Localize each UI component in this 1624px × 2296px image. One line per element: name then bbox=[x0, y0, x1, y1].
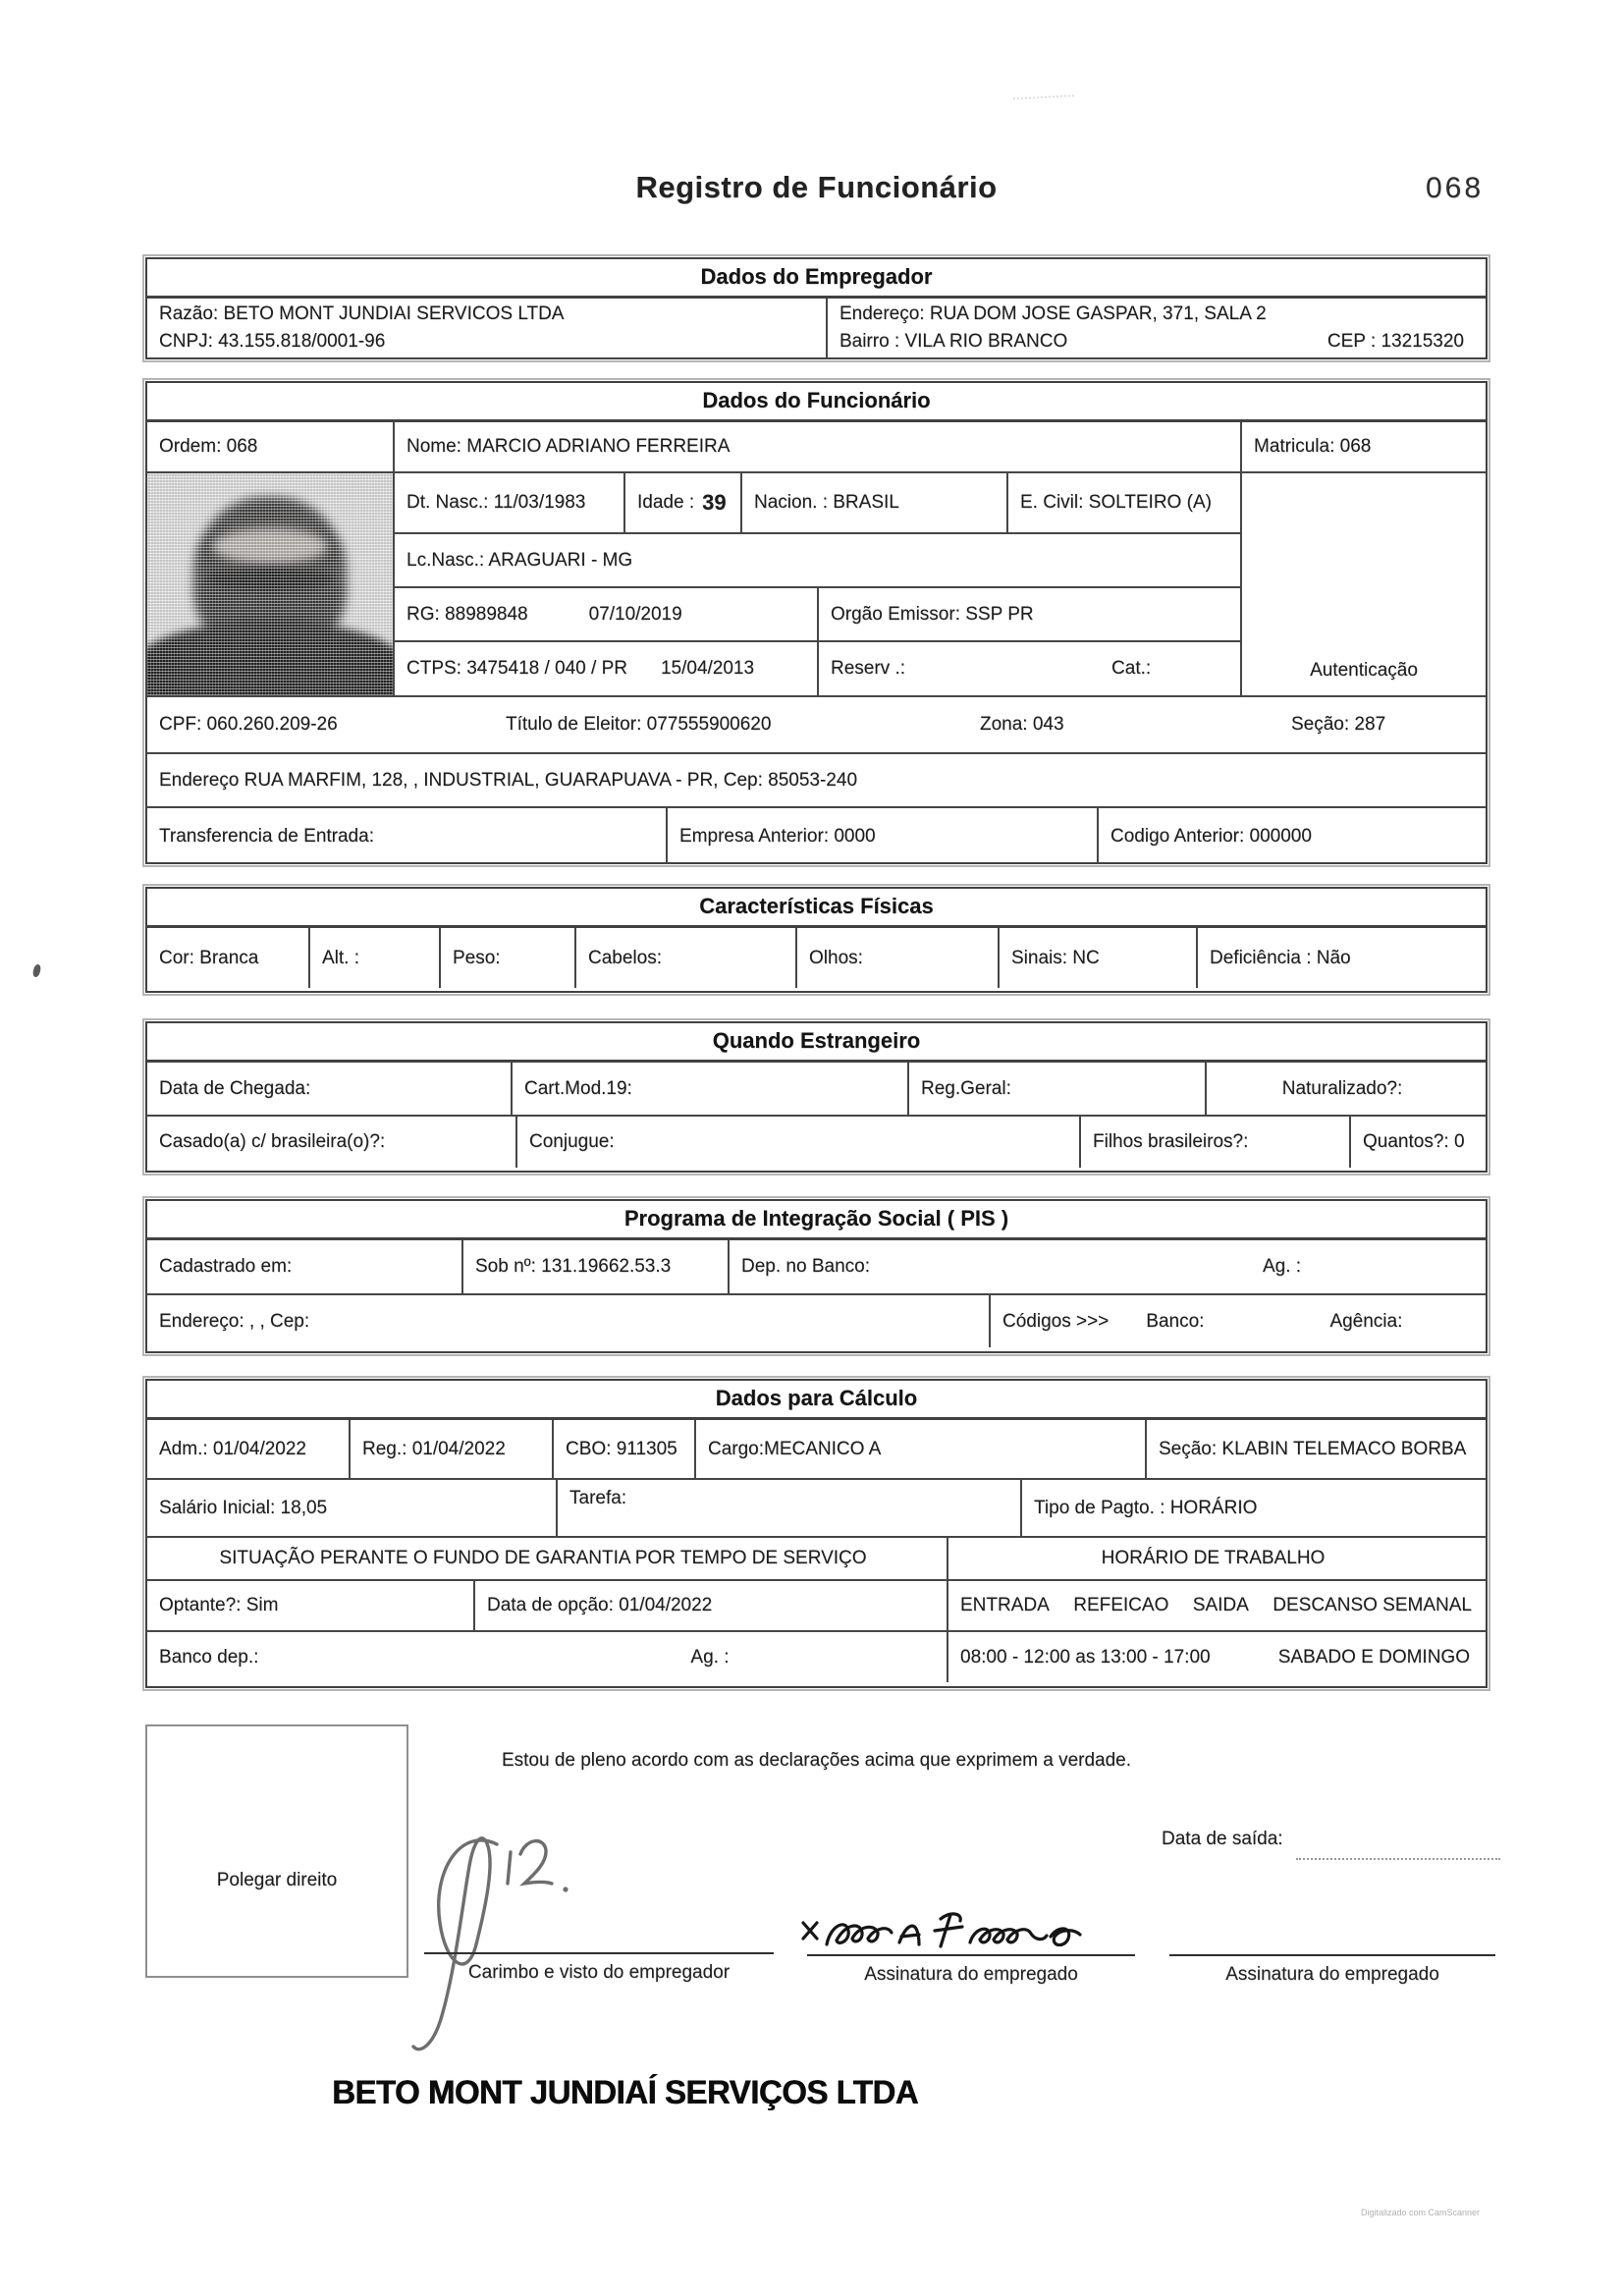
company-stamp: BETO MONT JUNDIAÍ SERVIÇOS LTDA bbox=[332, 2074, 918, 2111]
col-saida: SAIDA bbox=[1192, 1595, 1249, 1615]
rg-number: RG: 88989848 bbox=[406, 603, 528, 625]
field-adm: Adm.: 01/04/2022 bbox=[147, 1420, 351, 1478]
field-cpf: CPF: 060.260.209-26 bbox=[159, 714, 338, 735]
field-reserv-cat bbox=[819, 642, 1242, 697]
employer-razao: Razão: BETO MONT JUNDIAI SERVICOS LTDA bbox=[159, 303, 565, 324]
idade-label: Idade : bbox=[637, 492, 695, 513]
section-quando-estrangeiro bbox=[145, 1021, 1488, 1173]
section-dados-empregador bbox=[145, 257, 1488, 359]
reserv-label: Reserv .: bbox=[831, 658, 906, 679]
employer-right-cell bbox=[828, 299, 1486, 358]
field-lc-nasc: Lc.Nasc.: ARAGUARI - MG bbox=[395, 534, 1242, 588]
field-conjugue: Conjugue: bbox=[517, 1117, 1081, 1168]
employer-bairro: Bairro : VILA RIO BRANCO bbox=[839, 331, 1068, 352]
field-pis-endereco: Endereço: , , Cep: bbox=[147, 1295, 991, 1347]
banco-dep-label: Banco dep.: bbox=[159, 1646, 259, 1667]
field-filhos: Filhos brasileiros?: bbox=[1081, 1117, 1351, 1168]
section-caracteristicas-fisicas bbox=[145, 887, 1488, 993]
field-tarefa: Tarefa: bbox=[558, 1480, 1022, 1536]
employer-cep: CEP : 13215320 bbox=[1326, 331, 1464, 352]
employer-signature bbox=[401, 1825, 607, 2060]
section-dados-funcionario bbox=[145, 381, 1488, 864]
field-cor: Cor: Branca bbox=[147, 928, 310, 988]
field-reg-geral: Reg.Geral: bbox=[909, 1063, 1207, 1115]
data-saida-label: Data de saída: bbox=[1162, 1829, 1283, 1849]
field-endereco-funcionario: Endereço RUA MARFIM, 128, , INDUSTRIAL, GUARAPUAVA - PR, Cep: 85053-240 bbox=[147, 754, 1486, 808]
page-title: Registro de Funcionário bbox=[635, 170, 998, 204]
field-data-opcao: Data de opção: 01/04/2022 bbox=[475, 1581, 948, 1630]
field-nome: Nome: MARCIO ADRIANO FERREIRA bbox=[395, 422, 1242, 473]
fingerprint-label: Polegar direito bbox=[216, 1870, 338, 1890]
field-orgao-emissor: Orgão Emissor: SSP PR bbox=[819, 588, 1242, 642]
col-entrada: ENTRADA bbox=[960, 1595, 1050, 1615]
signature-line-employee-2 bbox=[1169, 1954, 1495, 1956]
signature-label-empregado-1: Assinatura do empregado bbox=[864, 1964, 1078, 1985]
ctps-date: 15/04/2013 bbox=[660, 658, 755, 679]
field-empresa-anterior: Empresa Anterior: 0000 bbox=[668, 808, 1099, 864]
cat-label: Cat.: bbox=[1111, 658, 1152, 679]
field-quantos: Quantos?: 0 bbox=[1363, 1131, 1465, 1152]
field-rg bbox=[395, 588, 819, 642]
section-header: Características Físicas bbox=[147, 889, 1486, 928]
row-cpf bbox=[147, 697, 1486, 754]
declaration-text: Estou de pleno acordo com as declarações acima que exprimem a verdade. bbox=[501, 1750, 1132, 1771]
field-zona: Zona: 043 bbox=[980, 714, 1064, 735]
dep-banco-label: Dep. no Banco: bbox=[741, 1256, 870, 1277]
field-secao-calculo: Seção: KLABIN TELEMACO BORBA bbox=[1159, 1438, 1467, 1459]
descanso-valor: SABADO E DOMINGO bbox=[1277, 1646, 1470, 1667]
signature-label-empregado-2: Assinatura do empregado bbox=[1225, 1964, 1439, 1985]
field-transferencia: Transferencia de Entrada: bbox=[147, 808, 668, 864]
field-codigo-anterior: Codigo Anterior: 000000 bbox=[1110, 825, 1312, 847]
field-sinais: Sinais: NC bbox=[1000, 928, 1198, 988]
field-data-chegada: Data de Chegada: bbox=[147, 1063, 513, 1115]
field-estado-civil: E. Civil: SOLTEIRO (A) bbox=[1008, 473, 1242, 534]
field-cart-mod: Cart.Mod.19: bbox=[513, 1063, 909, 1115]
employer-endereco: Endereço: RUA DOM JOSE GASPAR, 371, SALA 2 bbox=[839, 303, 1267, 324]
field-banco-dep bbox=[147, 1632, 948, 1682]
field-idade bbox=[625, 473, 742, 534]
scanner-watermark: Digitalizado com CamScanner bbox=[1361, 2208, 1481, 2217]
ctps-number: CTPS: 3475418 / 040 / PR bbox=[406, 658, 627, 679]
header-fgts: SITUAÇÃO PERANTE O FUNDO DE GARANTIA POR TEMPO DE SERVIÇO bbox=[147, 1538, 948, 1579]
field-deficiencia: Deficiência : Não bbox=[1210, 947, 1351, 968]
section-header: Dados do Funcionário bbox=[147, 383, 1486, 422]
section-dados-calculo bbox=[145, 1379, 1488, 1688]
section-header: Dados para Cálculo bbox=[147, 1381, 1486, 1420]
field-peso: Peso: bbox=[441, 928, 576, 988]
field-nacion: Nacion. : BRASIL bbox=[742, 473, 1008, 534]
row-horario-valores bbox=[948, 1632, 1486, 1682]
employer-cnpj: CNPJ: 43.155.818/0001-96 bbox=[159, 331, 386, 352]
section-pis bbox=[145, 1199, 1488, 1353]
field-cbo: CBO: 911305 bbox=[554, 1420, 696, 1478]
pis-ag-label: Ag. : bbox=[1262, 1256, 1302, 1277]
row-horario-colunas bbox=[948, 1581, 1486, 1630]
field-alt: Alt. : bbox=[310, 928, 441, 988]
page-number: 068 bbox=[1426, 172, 1485, 204]
employee-signature bbox=[797, 1901, 1151, 1960]
col-descanso-semanal: DESCANSO SEMANAL bbox=[1272, 1595, 1472, 1615]
section-header: Programa de Integração Social ( PIS ) bbox=[147, 1201, 1486, 1240]
horario-valores: 08:00 - 12:00 as 13:00 - 17:00 bbox=[960, 1646, 1211, 1667]
field-codigos bbox=[991, 1295, 1486, 1347]
field-titulo-eleitor: Título de Eleitor: 077555900620 bbox=[506, 714, 772, 735]
field-cabelos: Cabelos: bbox=[576, 928, 797, 988]
section-header: Quando Estrangeiro bbox=[147, 1023, 1486, 1063]
field-dt-nasc: Dt. Nasc.: 11/03/1983 bbox=[395, 473, 625, 534]
scan-speck bbox=[32, 963, 42, 977]
signature-line-employee-1 bbox=[807, 1954, 1135, 1956]
signature-line-employer bbox=[424, 1952, 774, 1954]
idade-value: 39 bbox=[702, 490, 727, 515]
field-salario-inicial: Salário Inicial: 18,05 bbox=[147, 1480, 558, 1536]
scan-artifact bbox=[1013, 94, 1074, 99]
field-matricula: Matricula: 068 bbox=[1242, 422, 1486, 473]
employer-left-cell bbox=[147, 299, 828, 358]
signature-label-carimbo: Carimbo e visto do empregador bbox=[467, 1962, 731, 1983]
field-reg: Reg.: 01/04/2022 bbox=[351, 1420, 554, 1478]
field-cargo: Cargo:MECANICO A bbox=[696, 1420, 1147, 1478]
field-autenticacao: Autenticação bbox=[1242, 473, 1486, 697]
codigos-label: Códigos >>> bbox=[1002, 1310, 1110, 1332]
section-header: Dados do Empregador bbox=[147, 259, 1486, 299]
calculo-ag-label: Ag. : bbox=[690, 1646, 730, 1667]
field-sob-numero: Sob nº: 131.19662.53.3 bbox=[463, 1240, 730, 1293]
field-ctps bbox=[395, 642, 819, 697]
field-casado: Casado(a) c/ brasileira(o)?: bbox=[147, 1117, 517, 1168]
agencia-label: Agência: bbox=[1329, 1310, 1403, 1332]
employee-photo bbox=[147, 473, 395, 697]
field-olhos: Olhos: bbox=[797, 928, 1000, 988]
field-optante: Optante?: Sim bbox=[147, 1581, 475, 1630]
field-naturalizado: Naturalizado?: bbox=[1281, 1077, 1403, 1099]
photo-halftone-texture bbox=[147, 473, 393, 695]
data-saida-line bbox=[1296, 1858, 1500, 1860]
header-horario-trabalho: HORÁRIO DE TRABALHO bbox=[1101, 1548, 1326, 1568]
field-ordem: Ordem: 068 bbox=[147, 422, 395, 473]
field-tipo-pagto: Tipo de Pagto. : HORÁRIO bbox=[1034, 1497, 1258, 1518]
col-refeicao: REFEICAO bbox=[1073, 1595, 1169, 1615]
field-cadastrado-em: Cadastrado em: bbox=[147, 1240, 463, 1293]
field-secao: Seção: 287 bbox=[1291, 714, 1386, 735]
field-dep-banco bbox=[730, 1240, 1486, 1293]
rg-date: 07/10/2019 bbox=[588, 603, 682, 625]
banco-label: Banco: bbox=[1146, 1310, 1205, 1332]
